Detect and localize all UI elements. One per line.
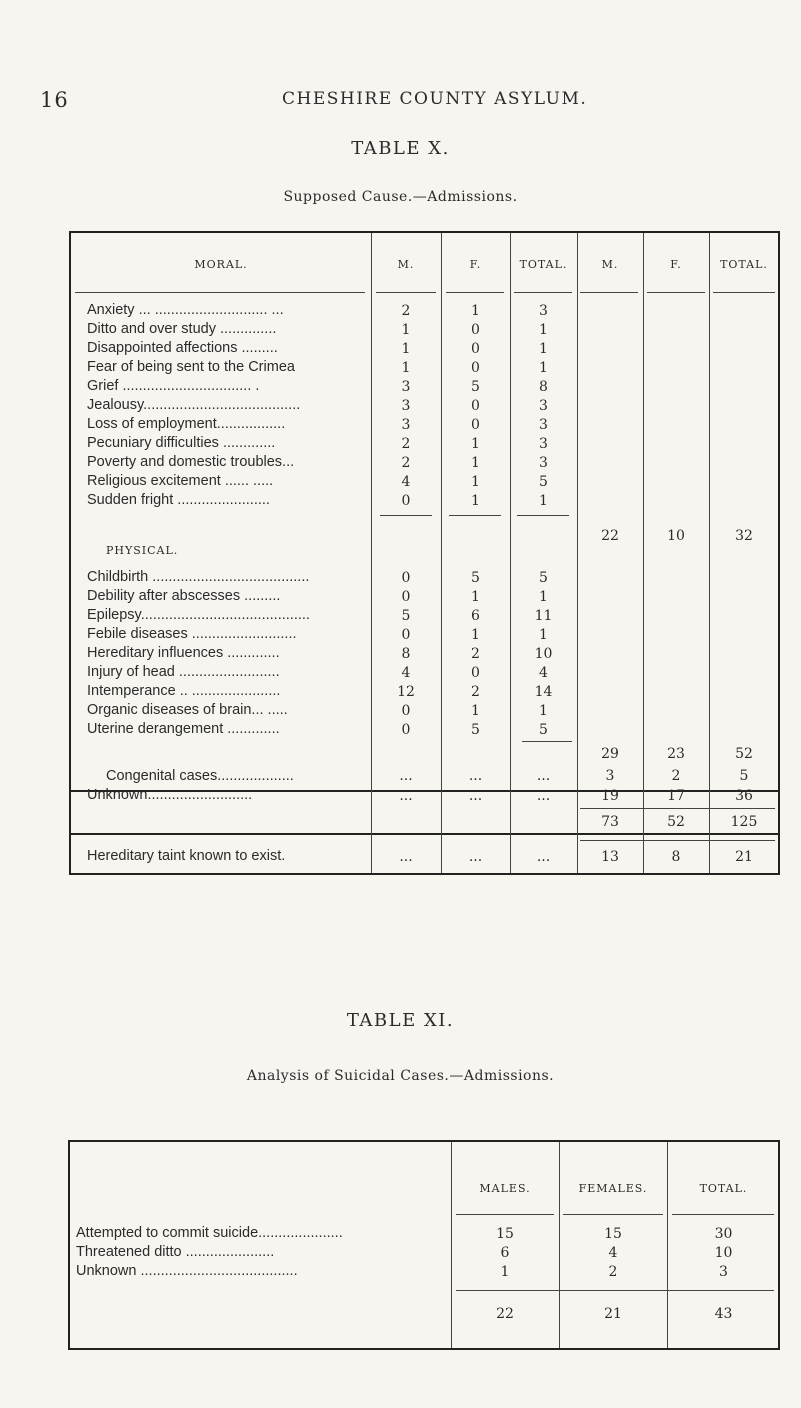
cell-total: 10 <box>534 646 553 662</box>
cell-total: 3 <box>539 398 548 414</box>
row-label: Anxiety ... ............................ ... <box>87 302 284 318</box>
header-rule <box>713 292 775 293</box>
cell-total: 1 <box>539 493 548 509</box>
cell-f: ... <box>468 788 483 804</box>
cell-total2: 36 <box>735 788 753 804</box>
col-header-m2: M. <box>601 258 619 271</box>
cell-f: 1 <box>471 303 480 319</box>
cell-males: 1 <box>500 1264 510 1280</box>
cell-m: 0 <box>401 703 411 719</box>
cell-f2: 2 <box>671 768 681 784</box>
cell-m: ... <box>399 768 413 784</box>
col-header-total2: TOTAL. <box>720 258 768 271</box>
grand-total-rule <box>580 808 775 809</box>
header-rule <box>376 292 436 293</box>
table-x-col-line <box>577 233 578 790</box>
row-label: Pecuniary difficulties ............. <box>87 435 276 451</box>
row-label: Attempted to commit suicide..................... <box>76 1225 343 1241</box>
physical-total-f: 23 <box>667 746 685 762</box>
cell-f: 0 <box>471 665 480 681</box>
cell-f: 2 <box>471 646 480 662</box>
cell-total: 1 <box>539 341 548 357</box>
col-header-f2: F. <box>670 258 682 271</box>
table-xi-subtitle: Analysis of Suicidal Cases.—Admissions. <box>246 1068 555 1084</box>
cell-m: ... <box>399 849 413 865</box>
cell-total: ... <box>536 849 551 865</box>
col-header-f: F. <box>469 258 482 271</box>
cell-males: 15 <box>496 1226 514 1242</box>
cell-f: 2 <box>471 684 480 700</box>
grand-total-f: 52 <box>667 814 685 830</box>
cell-m: 3 <box>401 398 411 414</box>
col-header-m: M. <box>397 258 415 271</box>
row-label: Jealousy....................................... <box>87 397 301 413</box>
row-label: Epilepsy.......................................... <box>87 607 310 623</box>
header-rule <box>514 292 572 293</box>
cell-f: 1 <box>471 474 480 490</box>
cell-m2: 3 <box>605 768 615 784</box>
cell-f: 0 <box>471 398 480 414</box>
cell-total: 1 <box>539 360 548 376</box>
cell-f: 0 <box>471 360 480 376</box>
row-label: Unknown.......................... <box>87 787 253 803</box>
cell-f: 6 <box>471 608 480 624</box>
subtotal-rule <box>449 515 501 516</box>
row-label: Injury of head ......................... <box>87 664 280 680</box>
row-label: Congenital cases................... <box>106 768 294 784</box>
running-title: CHESHIRE COUNTY ASYLUM. <box>282 89 588 109</box>
row-label: Ditto and over study .............. <box>87 321 277 337</box>
cell-total: 8 <box>539 379 548 395</box>
table-x-col-line <box>643 233 644 790</box>
physical-total-m: 29 <box>601 746 619 762</box>
cell-m: 8 <box>401 646 411 662</box>
table-x-col-line <box>709 233 710 790</box>
row-label: Poverty and domestic troubles... <box>87 454 295 470</box>
cell-f: ... <box>468 849 483 865</box>
cell-f: 0 <box>471 341 480 357</box>
col-header-males: MALES. <box>479 1182 531 1195</box>
cell-f2: 17 <box>667 788 685 804</box>
row-label: Disappointed affections ......... <box>87 340 278 356</box>
cell-m: 12 <box>397 684 415 700</box>
row-label: Hereditary influences ............. <box>87 645 280 661</box>
cell-m: 4 <box>401 474 411 490</box>
row-label: Sudden fright ....................... <box>87 492 270 508</box>
table-x-subtitle: Supposed Cause.—Admissions. <box>283 189 518 205</box>
cell-total: 3 <box>539 436 548 452</box>
cell-total: 4 <box>539 665 548 681</box>
cell-f: 1 <box>471 455 480 471</box>
header-rule <box>456 1214 554 1215</box>
hereditary-rule <box>580 840 775 841</box>
cell-total: 30 <box>714 1226 733 1242</box>
cell-m: ... <box>399 788 413 804</box>
cell-total: 11 <box>534 608 553 624</box>
header-rule <box>580 292 638 293</box>
row-label: Grief ................................ . <box>87 378 260 394</box>
physical-heading: PHYSICAL. <box>106 544 179 557</box>
cell-total: ... <box>536 788 551 804</box>
row-label: Religious excitement ...... ..... <box>87 473 274 489</box>
cell-total: ... <box>536 768 551 784</box>
cell-m: 2 <box>401 455 411 471</box>
row-label: Hereditary taint known to exist. <box>87 848 286 864</box>
cell-m: 0 <box>401 722 411 738</box>
row-label: Unknown ....................................... <box>76 1263 298 1279</box>
col-header-total: TOTAL. <box>699 1182 748 1195</box>
header-rule <box>563 1214 663 1215</box>
row-label: Intemperance .. ...................... <box>87 683 281 699</box>
col-header-moral: MORAL. <box>194 258 248 271</box>
cell-total: 3 <box>719 1264 728 1280</box>
subtotal-rule <box>517 515 569 516</box>
row-label: Childbirth ....................................... <box>87 569 310 585</box>
cell-total: 10 <box>714 1245 733 1261</box>
subtotal-rule <box>522 741 572 742</box>
row-label: Febile diseases .......................... <box>87 626 297 642</box>
grand-total-m: 73 <box>601 814 619 830</box>
cell-m: 4 <box>401 665 411 681</box>
cell-total: 5 <box>539 474 548 490</box>
cell-f: 5 <box>471 570 480 586</box>
cell-males: 6 <box>500 1245 510 1261</box>
row-label: Loss of employment................. <box>87 416 286 432</box>
page-number: 16 <box>40 88 69 112</box>
physical-total-t: 52 <box>735 746 753 762</box>
cell-total: 5 <box>539 570 548 586</box>
row-label: Threatened ditto ...................... <box>76 1244 275 1260</box>
cell-m: 3 <box>401 379 411 395</box>
cell-females: 2 <box>608 1264 618 1280</box>
cell-f: 0 <box>471 417 480 433</box>
cell-f: 1 <box>471 703 480 719</box>
cell-f: 5 <box>471 722 480 738</box>
cell-m: 1 <box>401 322 411 338</box>
cell-total: 1 <box>539 589 548 605</box>
cell-females: 4 <box>608 1245 618 1261</box>
header-rule <box>672 1214 774 1215</box>
grand-total-t: 125 <box>730 814 758 830</box>
row-label: Uterine derangement ............. <box>87 721 280 737</box>
cell-f2: 8 <box>671 849 681 865</box>
cell-total: 3 <box>539 417 548 433</box>
cell-total: 5 <box>539 722 548 738</box>
cell-f: 1 <box>471 493 480 509</box>
col-header-total: TOTAL. <box>519 258 568 271</box>
cell-f: 1 <box>471 436 480 452</box>
cell-f: 0 <box>471 322 480 338</box>
cell-f: 5 <box>471 379 480 395</box>
cell-total: 14 <box>534 684 553 700</box>
moral-total-f: 10 <box>667 528 685 544</box>
cell-m: 0 <box>401 570 411 586</box>
cell-m: 0 <box>401 589 411 605</box>
cell-m: 1 <box>401 341 411 357</box>
cell-m2: 13 <box>601 849 619 865</box>
table-xi-title: TABLE XI. <box>346 1010 455 1031</box>
cell-m: 2 <box>401 436 411 452</box>
cell-total: 1 <box>539 322 548 338</box>
col-header-females: FEMALES. <box>578 1182 648 1195</box>
moral-total-t: 32 <box>735 528 753 544</box>
total-rule <box>456 1290 774 1291</box>
suicide-total-males: 22 <box>496 1306 514 1322</box>
header-rule <box>647 292 705 293</box>
suicide-total-total: 43 <box>714 1306 733 1322</box>
table-x-title: TABLE X. <box>351 138 450 159</box>
cell-total: 1 <box>539 703 548 719</box>
cell-females: 15 <box>604 1226 622 1242</box>
cell-m2: 19 <box>601 788 619 804</box>
cell-f: 1 <box>471 627 480 643</box>
cell-total: 3 <box>539 455 548 471</box>
header-rule <box>75 292 365 293</box>
cell-m: 5 <box>401 608 411 624</box>
moral-total-m: 22 <box>601 528 619 544</box>
cell-m: 1 <box>401 360 411 376</box>
cell-total: 1 <box>539 627 548 643</box>
cell-m: 3 <box>401 417 411 433</box>
cell-total2: 5 <box>739 768 749 784</box>
row-label: Organic diseases of brain... ..... <box>87 702 288 718</box>
suicide-total-females: 21 <box>604 1306 622 1322</box>
row-label: Fear of being sent to the Crimea <box>87 359 295 375</box>
header-rule <box>446 292 504 293</box>
subtotal-rule <box>380 515 432 516</box>
cell-m: 0 <box>401 493 411 509</box>
cell-f: 1 <box>471 589 480 605</box>
cell-total2: 21 <box>735 849 753 865</box>
cell-f: ... <box>468 768 483 784</box>
cell-m: 2 <box>401 303 411 319</box>
cell-total: 3 <box>539 303 548 319</box>
row-label: Debility after abscesses ......... <box>87 588 281 604</box>
cell-m: 0 <box>401 627 411 643</box>
